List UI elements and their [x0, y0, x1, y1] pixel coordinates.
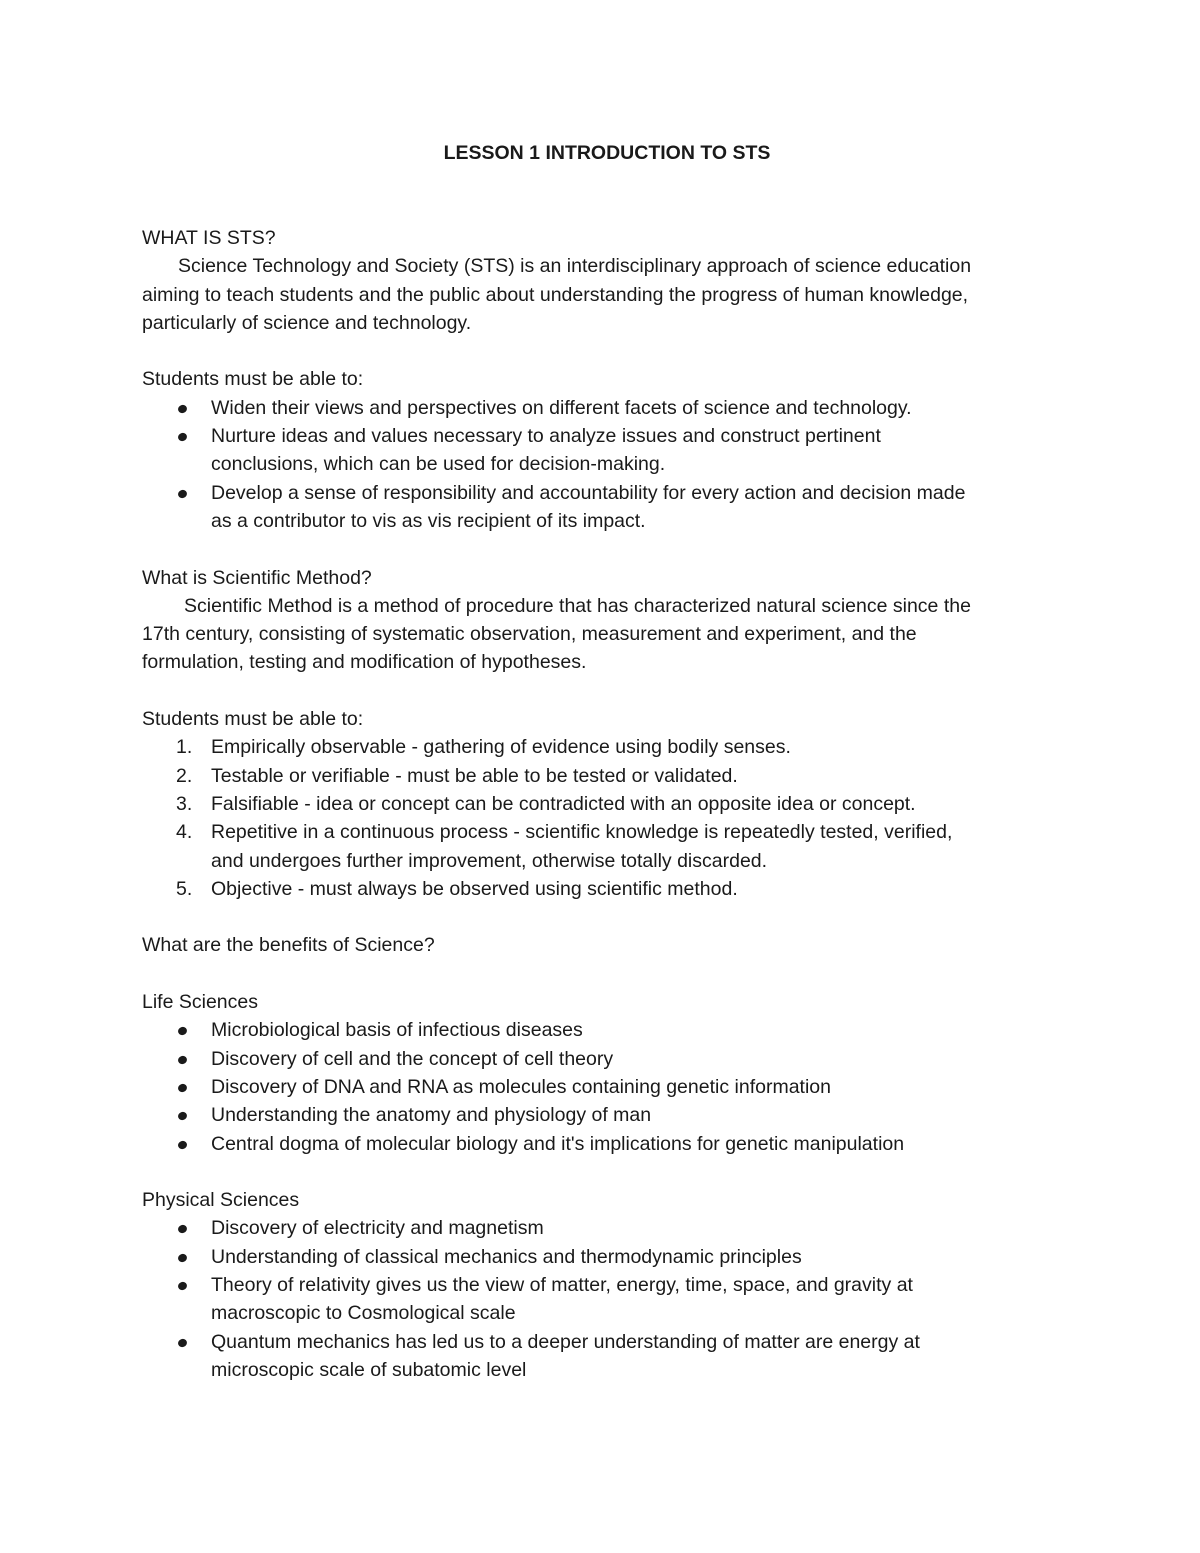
list-item	[142, 790, 1072, 818]
bullet-icon	[177, 1111, 188, 1122]
list-number: 4.	[176, 821, 193, 844]
list-item-line: microscopic scale of subatomic level	[211, 1358, 527, 1381]
list-item	[142, 479, 1072, 536]
paragraph-line: aiming to teach students and the public about understanding the progress of human knowledge,	[142, 283, 969, 306]
list-item-line: macroscopic to Cosmological scale	[211, 1302, 516, 1325]
list-item-line: Develop a sense of responsibility and accountability for every action and decision made	[211, 481, 966, 504]
list-item-line: Testable or verifiable - must be able to be tested or validated.	[211, 764, 738, 787]
paragraph-sts-definition	[142, 252, 1072, 337]
list-item-line: Theory of relativity gives us the view of matter, energy, time, space, and gravity at	[211, 1273, 913, 1296]
list-item	[142, 1101, 1072, 1129]
page-title: LESSON 1 INTRODUCTION TO STS	[443, 142, 771, 164]
list-item	[142, 394, 1072, 422]
list-item-line: Discovery of cell and the concept of cell theory	[211, 1047, 614, 1070]
bullet-icon	[177, 403, 188, 414]
document-body	[142, 138, 1072, 1384]
list-item-line: as a contributor to vis as vis recipient of its impact.	[211, 509, 646, 532]
list-item-line: conclusions, which can be used for decision-making.	[211, 453, 666, 476]
bullet-icon	[177, 1224, 188, 1235]
list-item-line: Repetitive in a continuous process - scientific knowledge is repeatedly tested, verified,	[211, 821, 953, 844]
spacer	[142, 960, 1072, 988]
section-heading-physical-sciences: Physical Sciences	[142, 1189, 300, 1212]
bullet-icon	[177, 488, 188, 499]
list-number: 2.	[176, 764, 193, 787]
list-item	[142, 1271, 1072, 1328]
bullet-icon	[177, 432, 188, 443]
bullet-icon	[177, 1139, 188, 1150]
section-heading-life-sciences: Life Sciences	[142, 991, 258, 1014]
bullet-icon	[177, 1026, 188, 1037]
spacer	[142, 337, 1072, 365]
paragraph-scientific-method	[142, 592, 1072, 677]
list-item-line: Discovery of electricity and magnetism	[211, 1217, 544, 1240]
list-item	[142, 1016, 1072, 1044]
list-item	[142, 1214, 1072, 1242]
list-item-line: and undergoes further improvement, otherwise totally discarded.	[211, 849, 768, 872]
list-item-line: Central dogma of molecular biology and it's implications for genetic manipulation	[211, 1132, 905, 1155]
list-item-line: Objective - must always be observed using scientific method.	[211, 877, 738, 900]
list-item	[142, 1243, 1072, 1271]
list-item-line: Discovery of DNA and RNA as molecules containing genetic information	[211, 1075, 831, 1098]
bullet-icon	[177, 1252, 188, 1263]
list-item-line: Empirically observable - gathering of evidence using bodily senses.	[211, 736, 791, 759]
list-number: 3.	[176, 792, 193, 815]
paragraph-line: Scientific Method is a method of procedure that has characterized natural science since the	[184, 594, 971, 617]
paragraph-line: particularly of science and technology.	[142, 311, 472, 334]
list-item	[142, 1130, 1072, 1158]
section-heading-students-1: Students must be able to:	[142, 368, 364, 391]
paragraph-line: formulation, testing and modification of hypotheses.	[142, 651, 587, 674]
list-item	[142, 762, 1072, 790]
section-heading-what-is-sts: WHAT IS STS?	[142, 227, 276, 249]
list-number: 1.	[176, 736, 193, 759]
list-item	[142, 1073, 1072, 1101]
list-number: 5.	[176, 877, 193, 900]
bullet-icon	[177, 1281, 188, 1292]
bullet-icon	[177, 1337, 188, 1348]
section-heading-students-2: Students must be able to:	[142, 708, 364, 731]
bullet-list-life-sciences	[142, 1016, 1072, 1157]
list-item-line: Quantum mechanics has led us to a deeper understanding of matter are energy at	[211, 1330, 920, 1353]
bullet-icon	[177, 1083, 188, 1094]
list-item	[142, 818, 1072, 875]
list-item-line: Falsifiable - idea or concept can be contradicted with an opposite idea or concept.	[211, 792, 916, 815]
spacer	[142, 677, 1072, 705]
paragraph-line: 17th century, consisting of systematic observation, measurement and experiment, and the	[142, 623, 917, 646]
list-item	[142, 1328, 1072, 1385]
list-item	[142, 875, 1072, 903]
list-item-line: Microbiological basis of infectious diseases	[211, 1019, 583, 1042]
list-item-line: Nurture ideas and values necessary to analyze issues and construct pertinent	[211, 425, 881, 448]
spacer	[142, 1158, 1072, 1186]
spacer	[142, 903, 1072, 931]
spacer	[142, 535, 1072, 563]
list-item	[142, 1045, 1072, 1073]
numbered-list-students-2	[142, 733, 1072, 903]
section-heading-benefits: What are the benefits of Science?	[142, 934, 435, 957]
list-item-line: Widen their views and perspectives on different facets of science and technology.	[211, 396, 912, 419]
paragraph-line: Science Technology and Society (STS) is an interdisciplinary approach of science education	[178, 255, 972, 278]
list-item-line: Understanding of classical mechanics and thermodynamic principles	[211, 1245, 802, 1268]
bullet-list-physical-sciences	[142, 1214, 1072, 1384]
list-item	[142, 733, 1072, 761]
list-item	[142, 422, 1072, 479]
bullet-list-students-1	[142, 394, 1072, 535]
list-item-line: Understanding the anatomy and physiology of man	[211, 1104, 652, 1127]
section-heading-scientific-method: What is Scientific Method?	[142, 566, 372, 589]
bullet-icon	[177, 1054, 188, 1065]
